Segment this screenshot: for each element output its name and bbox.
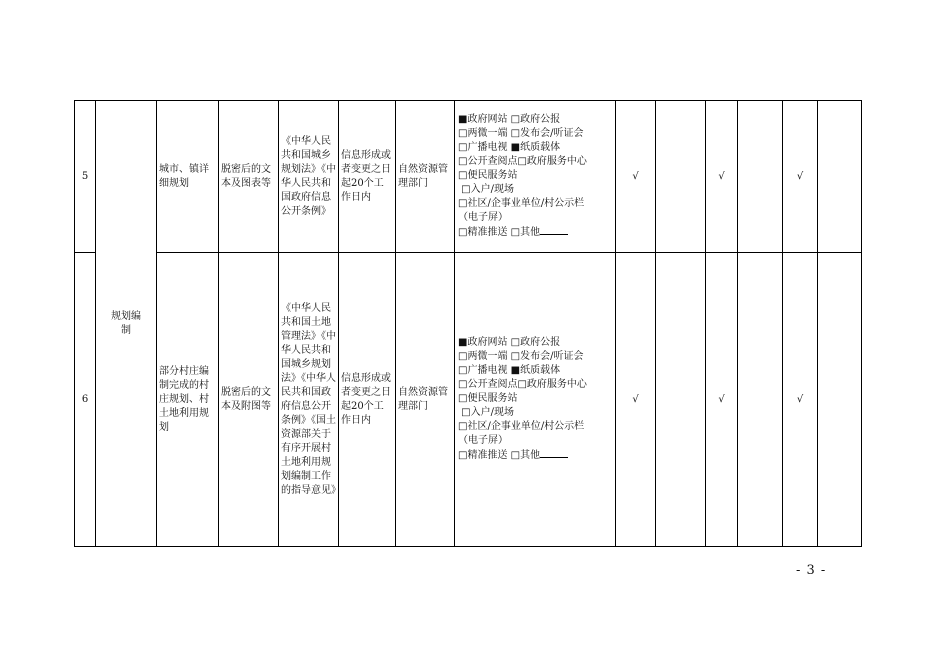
mark-cell	[818, 253, 862, 547]
row-number: 5	[75, 101, 96, 253]
basis-cell: 《中华人民共和国城乡规划法》《中华人民共和国政府信息公开条例》	[279, 101, 339, 253]
channel-line: □公开查阅点□政府服务中心	[458, 156, 587, 167]
channel-line: □公开查阅点□政府服务中心	[458, 379, 587, 390]
basis-cell: 《中华人民共和国土地管理法》《中华人民共和国城乡规划法》《中华人民共和国政府信息公开条例》《国土资源部关于有序开展村土地利用规划编制工作的指导意见》	[279, 253, 339, 547]
channel-last-label: □精准推送 □其他	[458, 450, 541, 461]
mark-cell	[738, 101, 783, 253]
mark-cell	[818, 101, 862, 253]
channel-line: □社区/企事业单位/村公示栏	[458, 421, 585, 432]
channel-line: □两微一端 □发布会/听证会	[458, 351, 584, 362]
item-name: 城市、镇详细规划	[157, 101, 219, 253]
table-row	[75, 253, 862, 547]
content-cell: 脱密后的文本及图表等	[219, 101, 279, 253]
disclosure-table	[74, 100, 862, 547]
time-limit-cell: 信息形成或者变更之日起20个工作日内	[339, 101, 396, 253]
channel-line: （电子屏）	[458, 212, 508, 223]
mark-cell: √	[783, 253, 818, 547]
mark-cell: √	[706, 253, 738, 547]
channel-line: □两微一端 □发布会/听证会	[458, 128, 584, 139]
other-blank-line	[540, 225, 568, 235]
mark-cell	[656, 253, 706, 547]
channel-line	[458, 225, 613, 240]
channel-line: □便民服务站	[458, 170, 518, 181]
mark-cell	[656, 101, 706, 253]
channel-cell	[455, 253, 616, 547]
channel-cell	[455, 101, 616, 253]
mark-cell: √	[706, 101, 738, 253]
category-cell: 规划编制	[96, 101, 157, 547]
time-limit-cell: 信息形成或者变更之日起20个工作日内	[339, 253, 396, 547]
mark-cell: √	[783, 101, 818, 253]
row-number: 6	[75, 253, 96, 547]
channel-line	[458, 448, 613, 463]
dept-cell: 自然资源管理部门	[396, 101, 455, 253]
channel-line: （电子屏）	[458, 435, 508, 446]
channel-line: ■政府网站 □政府公报	[458, 114, 561, 125]
channel-line: □社区/企事业单位/村公示栏	[458, 198, 585, 209]
mark-cell: √	[616, 253, 656, 547]
page-number: - 3 -	[796, 563, 827, 578]
channel-line: ■政府网站 □政府公报	[458, 337, 561, 348]
channel-line: □广播电视 ■纸质载体	[458, 142, 561, 153]
mark-cell: √	[616, 101, 656, 253]
channel-line: □入户/现场	[458, 184, 514, 195]
channel-line: □广播电视 ■纸质载体	[458, 365, 561, 376]
content-cell: 脱密后的文本及附图等	[219, 253, 279, 547]
item-name: 部分村庄编制完成的村庄规划、村土地利用规划	[157, 253, 219, 547]
other-blank-line	[540, 448, 568, 458]
mark-cell	[738, 253, 783, 547]
channel-line: □便民服务站	[458, 393, 518, 404]
table-row	[75, 101, 862, 253]
dept-cell: 自然资源管理部门	[396, 253, 455, 547]
channel-last-label: □精准推送 □其他	[458, 227, 541, 238]
channel-line: □入户/现场	[458, 407, 514, 418]
